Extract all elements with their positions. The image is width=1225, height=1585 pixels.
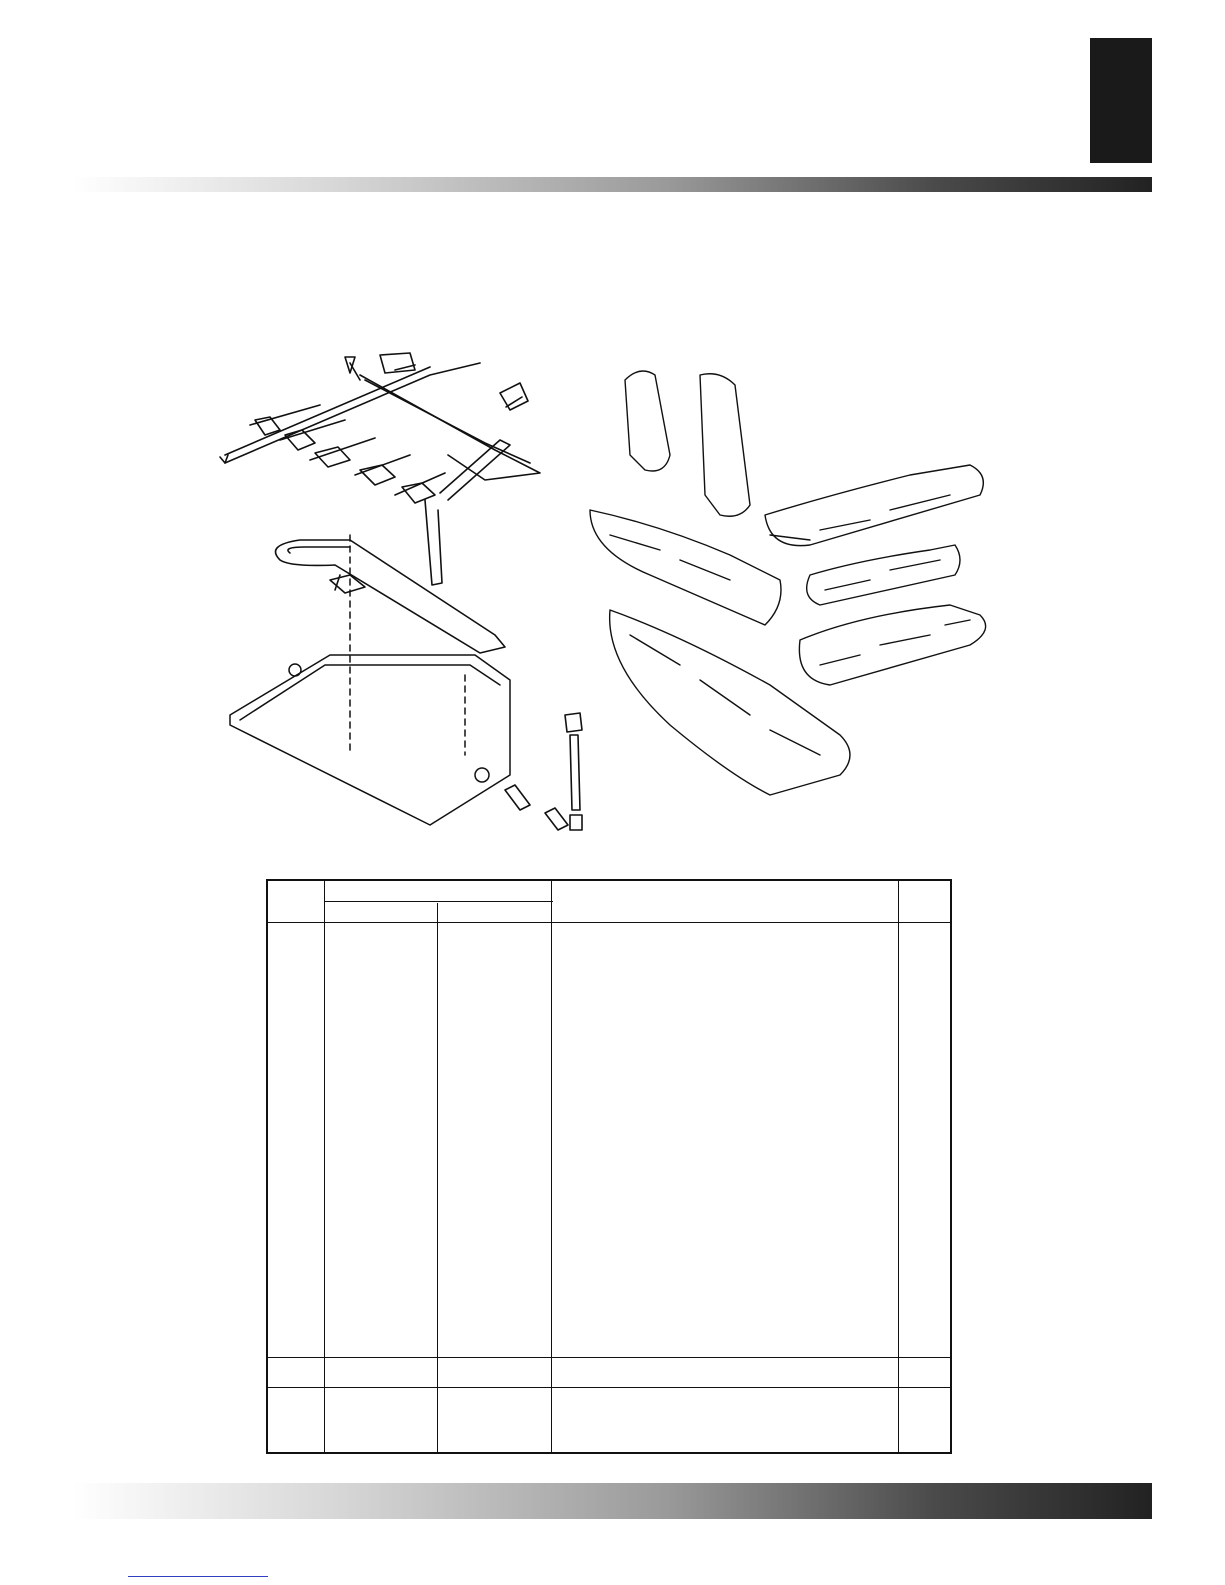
exploded-parts-diagram [210, 335, 1010, 855]
table-col-divider [437, 903, 438, 1454]
header-gradient-bar [72, 177, 1152, 192]
table-subheader-line [324, 901, 553, 902]
logs-illustration [590, 371, 986, 795]
grate-illustration [220, 353, 540, 585]
table-col-divider [898, 881, 899, 1452]
footer-link[interactable] [128, 1575, 268, 1577]
pan-illustration [230, 535, 510, 825]
table-section-line [268, 1357, 950, 1358]
parts-list-table [266, 879, 952, 1454]
table-section-line [268, 1387, 950, 1388]
table-col-divider [324, 881, 325, 1452]
footer-gradient-bar [72, 1483, 1152, 1519]
fittings-illustration [505, 713, 582, 830]
section-tab-block [1090, 38, 1152, 163]
table-col-divider [551, 881, 552, 1452]
burner-illustration [276, 540, 506, 653]
table-header-line [268, 922, 950, 923]
